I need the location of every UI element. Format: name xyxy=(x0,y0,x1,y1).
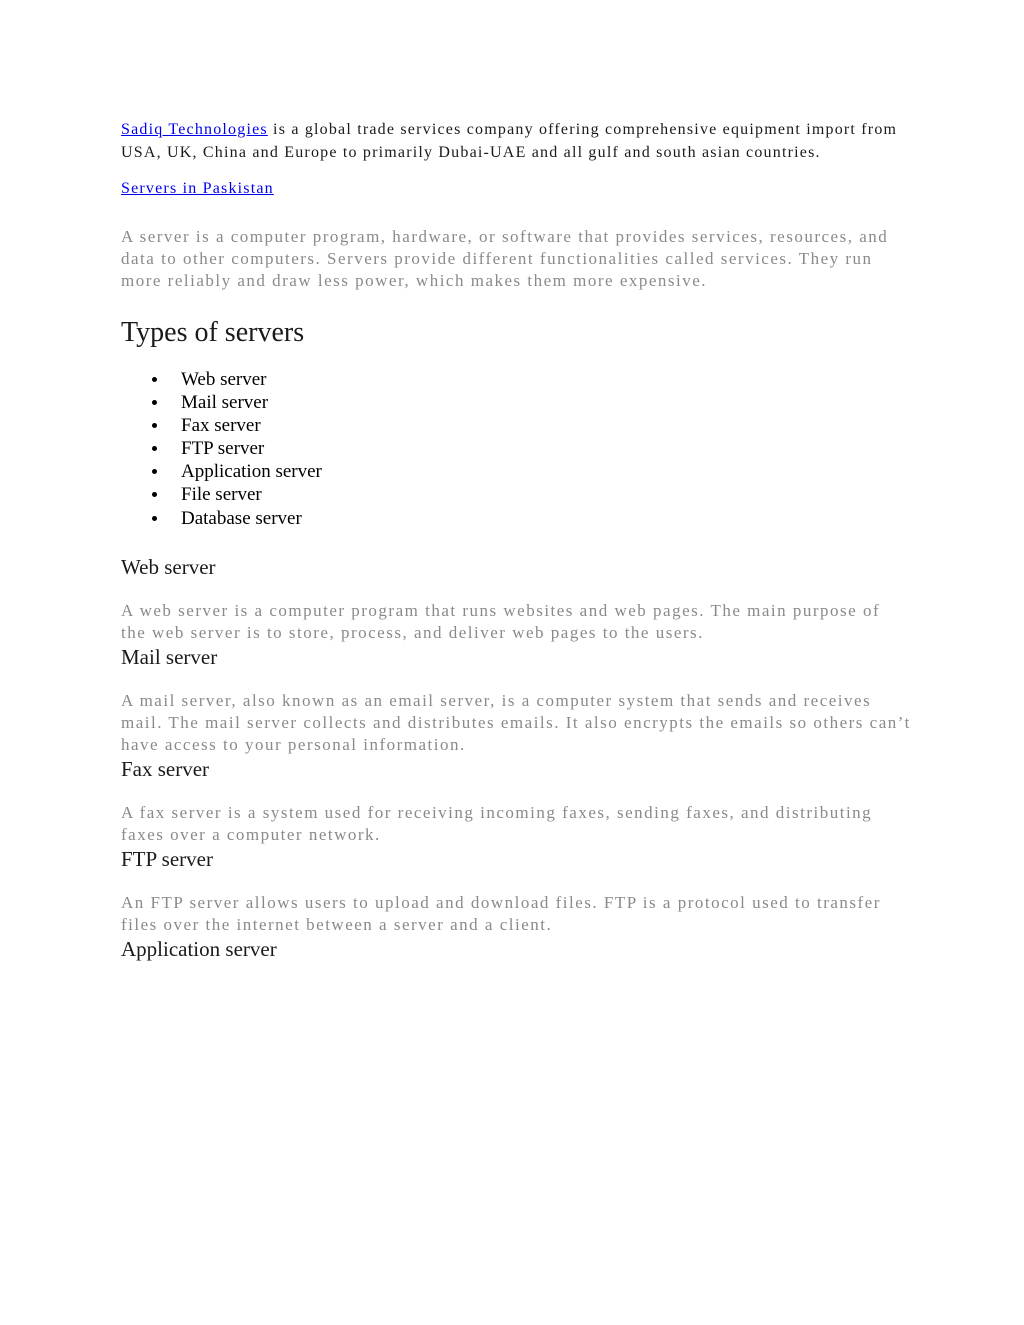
section-body-ftp-server: An FTP server allows users to upload and download files. FTP is a protocol used to transfer files over the internet between a server and a client. xyxy=(121,892,881,934)
servers-in-pakistan-link[interactable]: Servers in Paskistan xyxy=(121,180,274,197)
section-heading-fax-server: Fax server xyxy=(121,756,210,781)
list-item xyxy=(181,507,911,530)
list-item-label: Web server xyxy=(181,369,267,390)
server-types-list xyxy=(121,368,911,530)
bullet-icon xyxy=(152,400,157,405)
list-item xyxy=(181,414,911,437)
bullet-icon xyxy=(152,446,157,451)
section-body-fax-server: A fax server is a system used for receiving incoming faxes, sending faxes, and distributing faxes over a computer network. xyxy=(121,802,873,844)
list-item xyxy=(181,460,911,483)
servers-link-line xyxy=(121,178,911,200)
section-heading-mail-server: Mail server xyxy=(121,644,218,669)
bullet-icon xyxy=(152,423,157,428)
overview-paragraph: A server is a computer program, hardware, or software that provides services, resources, and data to other computers. Servers provide different functionalities called services. They run more reliably and draw less power, which makes them more expensive. xyxy=(121,227,889,290)
list-item-label: Mail server xyxy=(181,392,269,414)
list-item-label: Application server xyxy=(181,461,322,483)
bullet-icon xyxy=(152,377,157,382)
bullet-icon xyxy=(152,469,157,474)
list-item xyxy=(181,437,911,460)
intro-text: is a global trade services company offering comprehensive equipment import from USA, UK, China and Europe to primarily Dubai-UAE and all gulf and south asian countries. xyxy=(121,121,898,161)
list-item-label: Database server xyxy=(181,507,302,529)
sadiq-technologies-link[interactable]: Sadiq Technologies xyxy=(121,121,268,138)
document-page xyxy=(121,118,911,962)
list-item-label: Fax server xyxy=(181,415,261,437)
bullet-icon xyxy=(152,516,157,521)
list-item-label: File server xyxy=(181,484,262,506)
intro-paragraph xyxy=(121,118,911,164)
list-item xyxy=(181,483,911,506)
section-heading-web-server: Web server xyxy=(121,554,216,579)
list-item-label: FTP server xyxy=(181,438,265,460)
list-item xyxy=(181,391,911,414)
types-heading: Types of servers xyxy=(121,317,305,348)
section-heading-ftp-server: FTP server xyxy=(121,846,213,871)
section-body-web-server: A web server is a computer program that runs websites and web pages. The main purpose of the web server is to store, process, and deliver web pages to the users. xyxy=(121,600,881,642)
section-heading-application-server: Application server xyxy=(121,936,277,961)
list-item xyxy=(181,368,911,391)
section-body-mail-server: A mail server, also known as an email server, is a computer system that sends and receives mail. The mail server collects and distributes emails. It also encrypts the emails so others can’t have access to your personal information. xyxy=(121,690,911,754)
bullet-icon xyxy=(152,492,157,497)
